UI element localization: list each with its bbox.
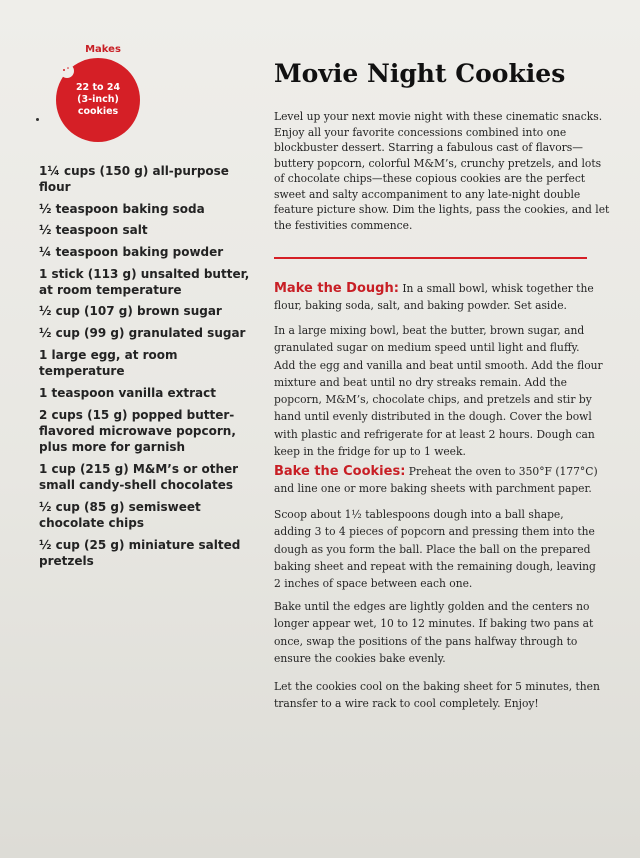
ingredient-flour bbox=[39, 163, 254, 195]
ingredient-butter bbox=[39, 266, 254, 298]
ingredient-text: ¼ teaspoon baking powder bbox=[39, 245, 224, 259]
section-divider bbox=[274, 257, 587, 259]
bake-step-4: Let the cookies cool on the baking sheet for 5 minutes, then transfer to a wire rack to cool completely. Enjoy! bbox=[274, 680, 600, 711]
ingredient-vanilla bbox=[39, 385, 254, 401]
ingredient-salt bbox=[39, 222, 254, 238]
recipe-title: Movie Night Cookies bbox=[274, 59, 566, 88]
bake-step-1-text: Preheat the oven to 350°F (177°C) and line one or more baking sheets with parchment paper. bbox=[274, 465, 598, 496]
ingredient-popcorn bbox=[39, 407, 254, 455]
dough-step-1-text: In a small bowl, whisk together the flour, baking soda, salt, and baking powder. Set aside. bbox=[274, 282, 594, 313]
yield-line-2: (3-inch) bbox=[77, 94, 119, 106]
dough-heading: Make the Dough: bbox=[274, 281, 399, 296]
yield-line-3: cookies bbox=[77, 105, 119, 117]
ingredient-text: 2 cups (15 g) popped butter-flavored microwave popcorn, plus more for garnish bbox=[39, 408, 236, 454]
ingredient-pretzels bbox=[39, 537, 254, 569]
ingredient-text: 1 stick (113 g) unsalted butter, at room temperature bbox=[39, 267, 250, 297]
bake-step-2: Scoop about 1½ tablespoons dough into a ball shape, adding 3 to 4 pieces of popcorn and pressing them into the dough as you form the ball. Place the ball on the prepared baking sheet and repeat with the remaining dough, leaving 2 inches of space between each one. bbox=[274, 508, 596, 591]
ingredient-text: 1 large egg, at room temperature bbox=[39, 348, 178, 378]
recipe-intro: Level up your next movie night with these cinematic snacks. Enjoy all your favorite concessions combined into one blockbuster dessert. Starring a fabulous cast of flavors—buttery popcorn, colorful M&M’s, crunchy pretzels, and lots of chocolate chips—these copious cookies are the perfect sweet and salty accompaniment to any late-night double feature picture show. Dim the lights, pass the cookies, and let the festivities commence. bbox=[274, 110, 610, 232]
decorative-dot bbox=[36, 118, 39, 121]
ingredient-egg bbox=[39, 347, 254, 379]
ingredient-text: ½ cup (99 g) granulated sugar bbox=[39, 326, 246, 340]
dough-step-1 bbox=[274, 280, 604, 315]
ingredient-text: 1¼ cups (150 g) all-purpose flour bbox=[39, 164, 229, 194]
yield-line-1: 22 to 24 bbox=[75, 82, 121, 94]
ingredient-text: ½ cup (107 g) brown sugar bbox=[39, 304, 222, 318]
ingredient-baking-soda bbox=[39, 201, 254, 217]
dough-step-2: In a large mixing bowl, beat the butter, brown sugar, and granulated sugar on medium speed until light and fluffy. Add the egg and vanilla and beat until smooth. Add the flour mixture and beat until no dry streaks remain. Add the popcorn, M&M’s, chocolate chips, and pretzels and stir by hand until evenly distributed in the dough. Cover the bowl with plastic and refrigerate for at least 2 hours. Dough can keep in the fridge for up to 1 week. bbox=[274, 324, 603, 459]
ingredient-text: ½ cup (25 g) miniature salted pretzels bbox=[39, 538, 241, 568]
ingredient-text: 1 teaspoon vanilla extract bbox=[39, 386, 216, 400]
ingredient-text: ½ teaspoon baking soda bbox=[39, 202, 205, 216]
ingredient-text: ½ teaspoon salt bbox=[39, 223, 148, 237]
ingredient-baking-powder bbox=[39, 244, 254, 260]
ingredient-granulated-sugar bbox=[39, 325, 254, 341]
bake-heading: Bake the Cookies: bbox=[274, 464, 406, 479]
ingredient-text: 1 cup (215 g) M&M’s or other small candy-shell chocolates bbox=[39, 462, 239, 492]
bake-step-1 bbox=[274, 463, 604, 498]
ingredient-text: ½ cup (85 g) semisweet chocolate chips bbox=[39, 500, 201, 530]
makes-label: Makes bbox=[85, 44, 121, 55]
ingredient-brown-sugar bbox=[39, 303, 254, 319]
bake-step-3: Bake until the edges are lightly golden and the centers no longer appear wet, 10 to 12 minutes. If baking two pans at once, swap the positions of the pans halfway through to ensure the cookies bake evenly. bbox=[274, 600, 594, 665]
cookie-bite-icon bbox=[60, 64, 74, 78]
ingredient-list bbox=[39, 163, 254, 569]
ingredient-mms bbox=[39, 461, 254, 493]
ingredient-chocolate-chips bbox=[39, 499, 254, 531]
